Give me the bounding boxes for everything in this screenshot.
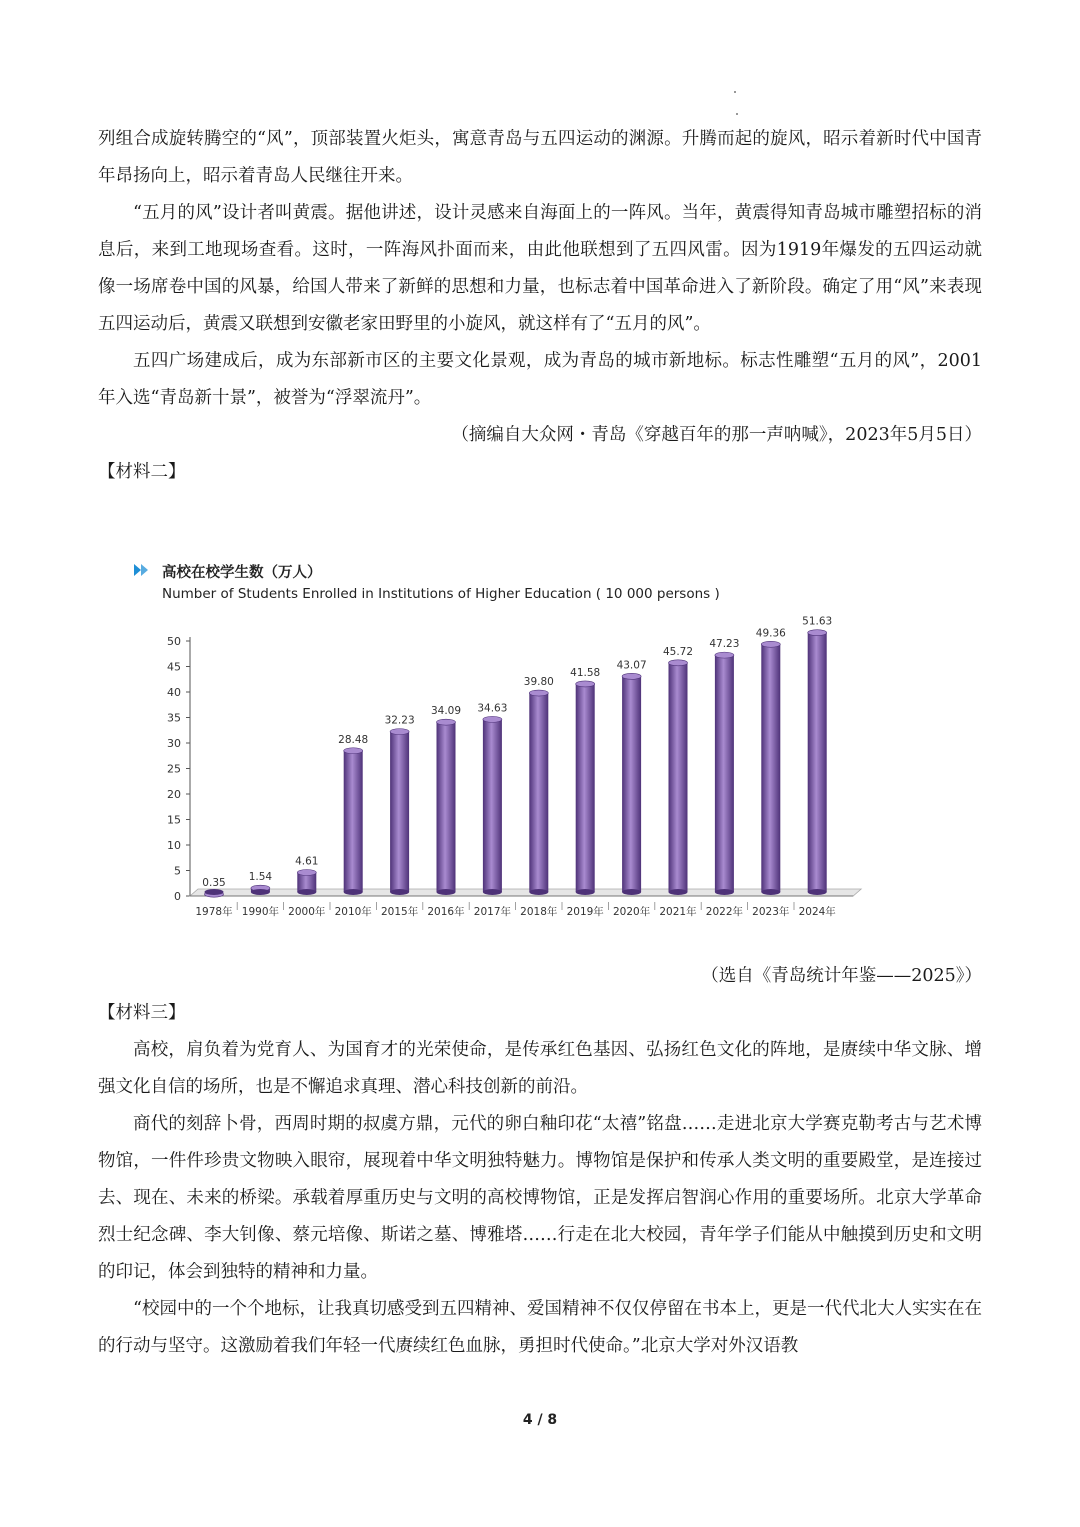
- bar-top: [808, 630, 827, 636]
- y-tick-label: 45: [167, 660, 181, 674]
- paragraph: 商代的刻辞卜骨，西周时期的叔虞方鼎，元代的卵白釉印花“太禧”铭盘……走进北京大学赛克勒考古与艺术博物馆，一件件珍贵文物映入眼帘，展现着中华文明独特魅力。博物馆是保护和传承人类文明的重要殿堂，是连接过去、现在、未来的桥梁。承载着厚重历史与文明的高校博物馆，正是发挥启智润心作用的重要场所。北京大学革命烈士纪念碑、李大钊像、蔡元培像、斯诺之墓、博雅塔……行走在北大校园，青年学子们能从中触摸到历史和文明的印记，体会到独特的精神和力量。: [98, 1114, 982, 1282]
- y-tick-label: 0: [174, 890, 181, 903]
- bar: [669, 663, 688, 892]
- data-label: 41.58: [570, 666, 601, 679]
- section-heading-material-three: 【材料三】: [98, 1003, 186, 1023]
- chart-plot: [128, 553, 868, 933]
- bar: [483, 719, 502, 892]
- x-tick-label: 2023年: [752, 906, 790, 918]
- bar-base: [761, 889, 780, 895]
- bar-base: [344, 889, 363, 895]
- section-heading-material-two: 【材料二】: [98, 462, 186, 482]
- x-tick-label: 2021年: [659, 906, 697, 918]
- bar-base: [669, 889, 688, 895]
- bar-top: [390, 729, 409, 735]
- bar-base: [205, 889, 224, 895]
- bar-top: [529, 690, 548, 696]
- y-tick-label: 20: [167, 788, 181, 801]
- bar-top: [576, 681, 595, 687]
- bar-base: [483, 889, 502, 895]
- chart-floor: [190, 889, 861, 896]
- bar-base: [251, 889, 270, 895]
- bar: [715, 655, 734, 892]
- material-one-text: [98, 121, 982, 491]
- bar-base: [297, 889, 316, 895]
- paragraph: “五月的风”设计者叫黄震。据他讲述，设计灵感来自海面上的一阵风。当年，黄震得知青岛城市雕塑招标的消息后，来到工地现场查看。这时，一阵海风扑面而来，由此他联想到了五四风雷。因为1919年爆发的五四运动就像一场席卷中国的风暴，给国人带来了新鲜的思想和力量，也标志着中国革命进入了新阶段。确定了用“风”来表现五四运动后，黄震又联想到安徽老家田野里的小旋风，就这样有了“五月的风”。: [98, 203, 982, 334]
- bar: [437, 722, 456, 892]
- y-tick-label: 40: [167, 686, 181, 699]
- data-label: 32.23: [384, 714, 415, 727]
- bar-base: [622, 889, 641, 895]
- bar-top: [761, 641, 780, 647]
- bar-base: [529, 889, 548, 895]
- x-tick-label: 1990年: [241, 906, 280, 918]
- bar: [576, 684, 595, 892]
- data-label: 34.09: [430, 705, 462, 718]
- bar: [622, 676, 641, 892]
- y-tick-label: 35: [167, 711, 181, 725]
- x-tick-label: 1978年: [195, 906, 233, 918]
- scan-speck: [734, 91, 736, 93]
- bar-top: [622, 673, 641, 679]
- y-tick-label: 25: [167, 762, 181, 776]
- x-tick-label: 2017年: [473, 906, 512, 918]
- bar-base: [390, 889, 409, 895]
- paragraph: 高校，肩负着为党育人、为国育才的光荣使命，是传承红色基因、弘扬红色文化的阵地，是赓续中华文脉、增强文化自信的场所，也是不懈追求真理、潜心科技创新的前沿。: [98, 1040, 982, 1097]
- data-label: 47.23: [709, 638, 740, 651]
- data-label: 4.61: [295, 855, 319, 868]
- y-tick-label: 30: [167, 737, 181, 750]
- x-tick-label: 2019年: [566, 906, 604, 918]
- x-tick-label: 2015年: [380, 906, 419, 918]
- x-tick-label: 2022年: [705, 906, 744, 918]
- paragraph: 五四广场建成后，成为东部新市区的主要文化景观，成为青岛的城市新地标。标志性雕塑“五月的风”，2001年入选“青岛新十景”，被誉为“浮翠流丹”。: [98, 351, 982, 408]
- bar: [390, 732, 409, 892]
- data-label: 28.48: [338, 733, 369, 746]
- bar-top: [669, 660, 688, 666]
- x-tick-label: 2010年: [334, 906, 372, 918]
- bar-base: [715, 889, 734, 895]
- data-label: 1.54: [248, 871, 273, 884]
- data-label: 51.63: [802, 615, 833, 628]
- x-tick-label: 2020年: [612, 906, 651, 918]
- bar-top: [715, 652, 734, 658]
- data-label: 43.07: [616, 659, 647, 672]
- bar-top: [297, 869, 316, 875]
- data-label: 34.63: [477, 702, 508, 715]
- x-tick-label: 2016年: [427, 906, 465, 918]
- chart-subtitle: Number of Students Enrolled in Institutions of Higher Education ( 10 000 persons ): [162, 586, 720, 602]
- x-tick-label: 2024年: [798, 906, 836, 918]
- y-tick-label: 5: [174, 864, 181, 878]
- bar-base: [808, 889, 827, 895]
- y-tick-label: 15: [167, 813, 181, 827]
- bar-top: [437, 719, 456, 725]
- bar-base: [576, 889, 595, 895]
- bar: [529, 693, 548, 892]
- paragraph: “校园中的一个个地标，让我真切感受到五四精神、爱国精神不仅仅停留在书本上，更是一代代北大人实实在在的行动与坚守。这激励着我们年轻一代赓续红色血脉，勇担时代使命。”北京大学对外汉语教: [98, 1299, 982, 1356]
- bar-base: [437, 889, 456, 895]
- source-citation: （摘编自大众网・青岛《穿越百年的那一声呐喊》，2023年5月5日）: [451, 425, 982, 445]
- scan-speck: [736, 113, 738, 115]
- bar-top: [344, 748, 363, 754]
- data-label: 39.80: [523, 676, 554, 689]
- paragraph: 列组合成旋转腾空的“风”，顶部装置火炬头，寓意青岛与五四运动的渊源。升腾而起的旋风，昭示着新时代中国青年昂扬向上，昭示着青岛人民继往开来。: [98, 129, 982, 186]
- page-number: 4 / 8: [522, 1412, 558, 1428]
- y-tick-label: 50: [167, 635, 181, 648]
- x-tick-label: 2000年: [288, 906, 326, 918]
- data-label: 0.35: [202, 877, 226, 890]
- bar: [808, 633, 827, 892]
- x-tick-label: 2018年: [520, 906, 558, 918]
- enrollment-chart: [128, 553, 868, 933]
- chart-title: 高校在校学生数（万人）: [162, 565, 322, 581]
- bar: [344, 751, 363, 892]
- bar: [761, 644, 780, 892]
- y-tick-label: 10: [167, 839, 181, 852]
- bar-top: [483, 716, 502, 722]
- data-label: 49.36: [755, 627, 786, 640]
- chart-source-citation: （选自《青岛统计年鉴——2025》）: [701, 966, 982, 986]
- material-three-text: [98, 958, 982, 1365]
- data-label: 45.72: [662, 645, 694, 658]
